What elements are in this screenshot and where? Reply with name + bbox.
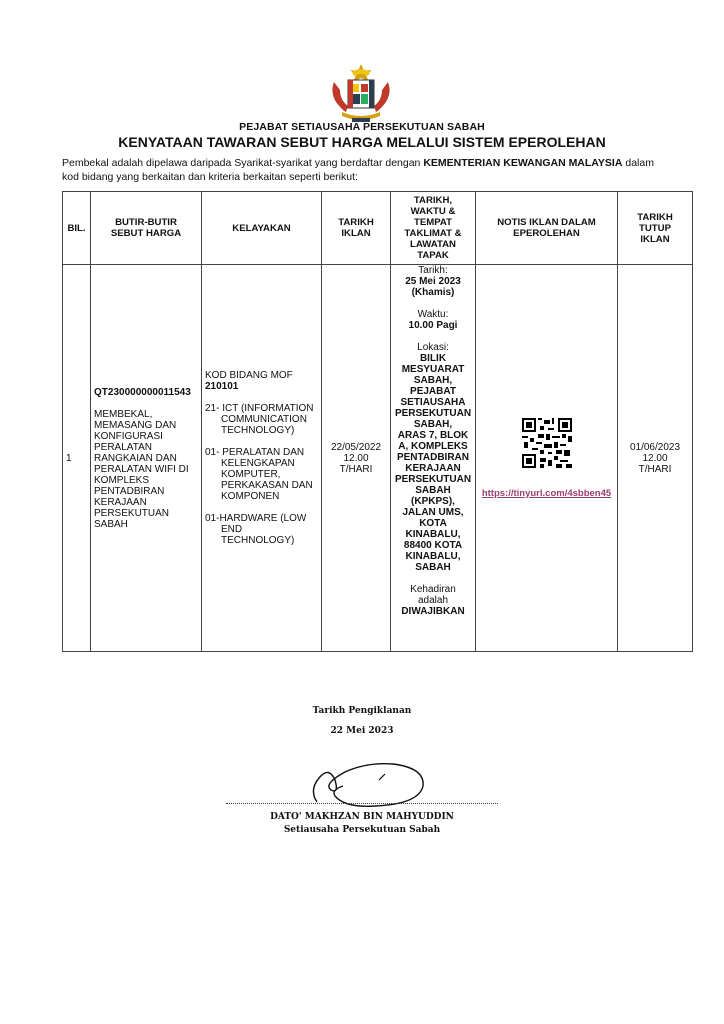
header-tarikh-iklan-line2: IKLAN [341,228,371,239]
tarikh-iklan-day: T/HARI [339,463,373,475]
lokasi-line: PERSEKUTUAN [394,474,472,485]
kod-item-line: KOMPUTER, [221,469,281,480]
lokasi-line: KOTA [419,518,447,529]
description-line: KOMPLEKS [94,474,150,486]
cell-tarikh-iklan [322,265,391,652]
cell-butir [91,265,202,652]
description-line: PERSEKUTUAN [94,507,170,519]
header-tarikh-iklan-line1: TARIKH [338,217,374,228]
header-notis-line1: NOTIS IKLAN DALAM [497,217,596,228]
header-taklimat-line: WAKTU & [410,206,456,217]
description-line: PERALATAN WIFI DI [94,463,189,475]
cell-notis [476,265,618,652]
header-taklimat [391,192,476,265]
description-line: MEMASANG DAN [94,419,177,431]
lokasi-line: KINABALU, [405,551,461,562]
header-taklimat-line: LAWATAN [409,239,456,250]
kod-item-line: COMMUNICATION [221,414,307,425]
header-butir-line1: BUTIR-BUTIR [115,217,177,228]
header-taklimat-line: TARIKH, [413,195,453,206]
header-kelayakan: KELAYAKAN [202,192,322,265]
tarikh-iklan-time: 12.00 [343,452,369,464]
kehadiran-line2: adalah [417,595,449,606]
table-row [63,265,693,652]
tarikh-pengiklanan-value: 22 Mei 2023 [330,726,394,736]
signature-image [305,750,445,810]
lokasi-line: PEJABAT [410,386,456,397]
signatory-name: DATO' MAKHZAN BIN MAHYUDDIN [270,812,454,822]
kehadiran-line1: Kehadiran [410,584,456,595]
notis-link[interactable]: https://tinyurl.com/4sbben45 [481,487,612,499]
taklimat-waktu-value: 10.00 Pagi [408,320,458,331]
header-tutup-line: TUTUP [639,222,671,234]
description-line: MEMBEKAL, [94,408,153,420]
kod-bidang-value: 210101 [205,381,239,392]
intro-text-after: dalam kod bidang yang berkaitan dan kriteria berkaitan seperti berikut: [62,157,654,183]
kod-item-line: ICT (INFORMATION [222,403,314,414]
page-title: KENYATAAN TAWARAN SEBUT HARGA MELALUI SISTEM EPEROLEHAN [118,134,606,150]
kod-item-line: PERKAKASAN DAN [221,480,313,491]
lokasi-line: SABAH, [413,419,453,430]
description-line: KONFIGURASI [94,430,163,442]
lokasi-line: 88400 KOTA [403,540,463,551]
tarikh-iklan-date: 22/05/2022 [330,441,382,453]
lokasi-line: PERSEKUTUAN [394,408,472,419]
header-taklimat-line: TAKLIMAT & [404,228,462,239]
intro-paragraph [62,156,662,184]
taklimat-lokasi-label: Lokasi: [417,342,449,353]
lokasi-line: SABAH [415,562,451,573]
lokasi-line: BILIK [419,353,447,364]
signature-line [226,803,498,804]
lokasi-line: (KPKPS), [411,496,455,507]
cell-tarikh-tutup [618,265,693,652]
kod-item-line: TECHNOLOGY) [221,535,295,546]
cell-taklimat [391,265,476,652]
office-name: PEJABAT SETIAUSAHA PERSEKUTUAN SABAH [239,121,485,133]
kod-bidang-label: KOD BIDANG MOF [205,370,293,381]
taklimat-lokasi [394,353,472,573]
tarikh-tutup-date: 01/06/2023 [629,441,681,453]
description-line: PENTADBIRAN [94,485,165,497]
taklimat-tarikh-label: Tarikh: [418,265,448,276]
lokasi-line: KINABALU, [405,529,461,540]
cell-kelayakan [202,265,322,652]
lokasi-line: A, KOMPLEKS [398,441,468,452]
kod-item-code: 01- [205,513,220,524]
kod-item [205,447,318,502]
tarikh-tutup-day: T/HARI [638,463,672,475]
header-taklimat-line: TEMPAT [413,217,452,228]
tarikh-tutup-time: 12.00 [642,452,668,464]
lokasi-line: ARAS 7, BLOK [397,430,469,441]
lokasi-line: PENTADBIRAN [396,452,470,463]
description-line: PERALATAN [94,441,152,453]
kod-item-line: KELENGKAPAN [221,458,295,469]
table-header-row [63,192,693,265]
intro-ministry: KEMENTERIAN KEWANGAN MALAYSIA [423,157,623,169]
header-butir [91,192,202,265]
taklimat-tarikh-day: (Khamis) [411,287,455,298]
tarikh-pengiklanan-label: Tarikh Pengiklanan [312,706,412,716]
header-butir-line2: SEBUT HARGA [110,228,182,239]
quotation-description [94,409,198,530]
signatory-title: Setiausaha Persekutuan Sabah [283,825,441,835]
lokasi-line: MESYUARAT [401,364,465,375]
header-tarikh-iklan [322,192,391,265]
header-bil: BIL. [63,192,91,265]
kod-item-line: KOMPONEN [221,491,280,502]
kod-item-line: HARDWARE (LOW [219,513,307,524]
kod-item-code: 01- [205,447,220,458]
qr-code-icon [522,418,572,468]
header-taklimat-line: TAPAK [417,250,449,261]
kod-item-line: END [221,524,243,535]
coat-of-arms-logo [328,62,394,126]
taklimat-waktu-label: Waktu: [417,309,449,320]
quotation-ref-number: QT230000000011543 [94,386,191,398]
description-line: RANGKAIAN DAN [94,452,177,464]
cell-bil: 1 [63,265,91,652]
kod-item [205,513,318,546]
kod-item-code: 21- [205,403,220,414]
description-line: SABAH [94,518,128,530]
kod-item [205,403,318,436]
kehadiran-value: DIWAJIBKAN [401,606,465,617]
lokasi-line: KERAJAAN [405,463,461,474]
lokasi-line: SABAH [415,485,451,496]
kod-item-line: TECHNOLOGY) [221,425,295,436]
description-line: KERAJAAN [94,496,147,508]
lokasi-line: JALAN UMS, [402,507,464,518]
lokasi-line: SABAH, [413,375,453,386]
header-tarikh-tutup [618,192,693,265]
taklimat-tarikh-value: 25 Mei 2023 [405,276,461,287]
header-notis-line2: EPEROLEHAN [513,228,580,239]
header-tutup-line: TARIKH [637,211,673,223]
lokasi-line: SETIAUSAHA [400,397,466,408]
intro-text-before: Pembekal adalah dipelawa daripada Syarikat-syarikat yang berdaftar dengan [62,157,424,169]
tender-table [62,191,693,652]
header-notis [476,192,618,265]
header-tutup-line: IKLAN [640,233,670,245]
kod-item-line: PERALATAN DAN [222,447,305,458]
